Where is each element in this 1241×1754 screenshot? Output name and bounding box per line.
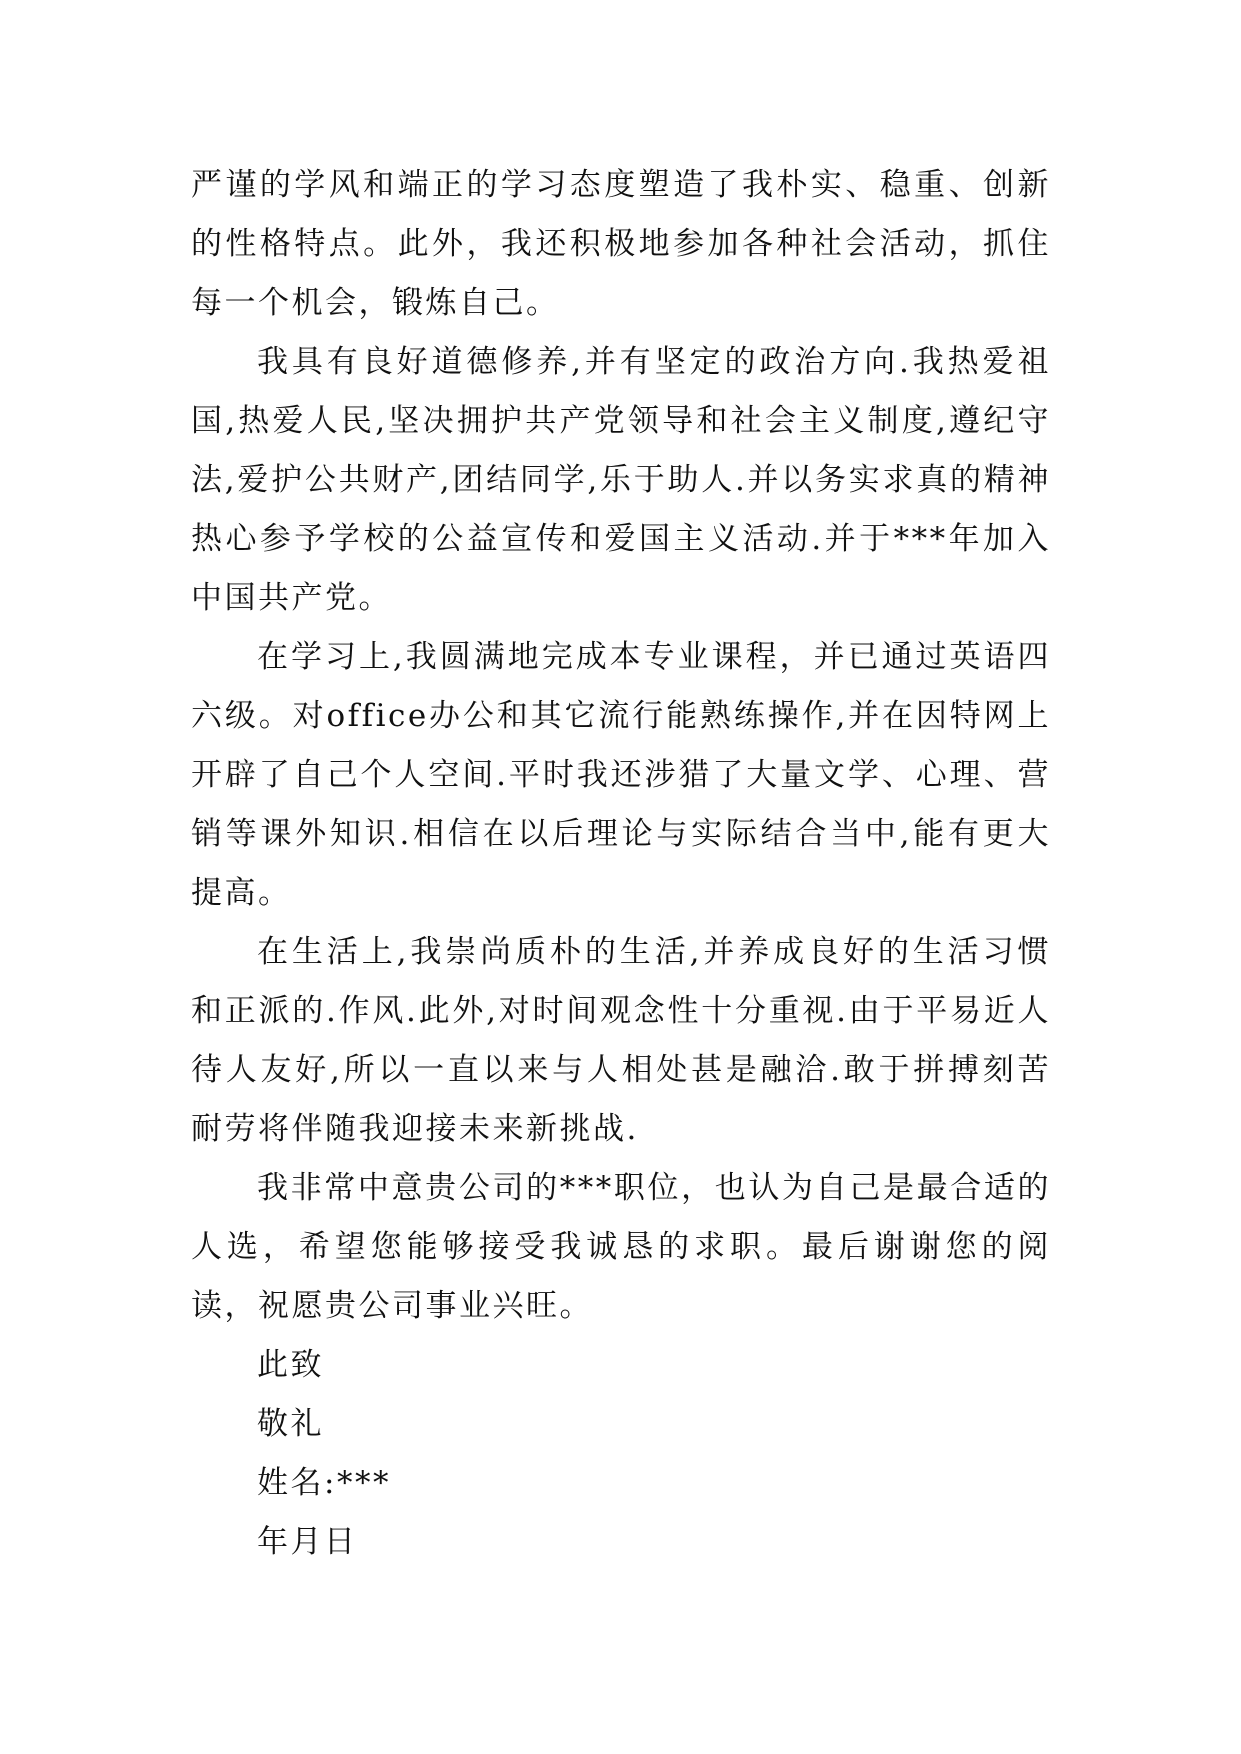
paragraph-moral-character: 我具有良好道德修养,并有坚定的政治方向.我热爱祖国,热爱人民,坚决拥护共产党领导和社会主义制度,遵纪守法,爱护公共财产,团结同学,乐于助人.并以务实求真的精神热心参予学校的公益宣传和爱国主义活动.并于***年加入中国共产党。 <box>191 344 1051 616</box>
letter-body <box>191 156 1051 1572</box>
paragraph-application: 我非常中意贵公司的***职位，也认为自己是最合适的人选，希望您能够接受我诚恳的求职。最后谢谢您的阅读，祝愿贵公司事业兴旺。 <box>191 1170 1051 1324</box>
paragraph-academics: 在学习上,我圆满地完成本专业课程，并已通过英语四六级。对office办公和其它流行能熟练操作,并在因特网上开辟了自己个人空间.平时我还涉猎了大量文学、心理、营销等课外知识.相信在以后理论与实际结合当中,能有更大提高。 <box>191 639 1051 911</box>
signature-name: 姓名:*** <box>257 1465 391 1501</box>
paragraph-life: 在生活上,我崇尚质朴的生活,并养成良好的生活习惯和正派的.作风.此外,对时间观念性十分重视.由于平易近人待人友好,所以一直以来与人相处甚是融洽.敢于拼搏刻苦耐劳将伴随我迎接未来新挑战. <box>191 934 1051 1147</box>
signature-date: 年月日 <box>257 1524 358 1560</box>
closing-salutation: 此致 <box>257 1347 324 1383</box>
closing-regards: 敬礼 <box>257 1406 324 1442</box>
paragraph-study-attitude: 严谨的学风和端正的学习态度塑造了我朴实、稳重、创新的性格特点。此外，我还积极地参加各种社会活动，抓住每一个机会，锻炼自己。 <box>191 167 1051 321</box>
